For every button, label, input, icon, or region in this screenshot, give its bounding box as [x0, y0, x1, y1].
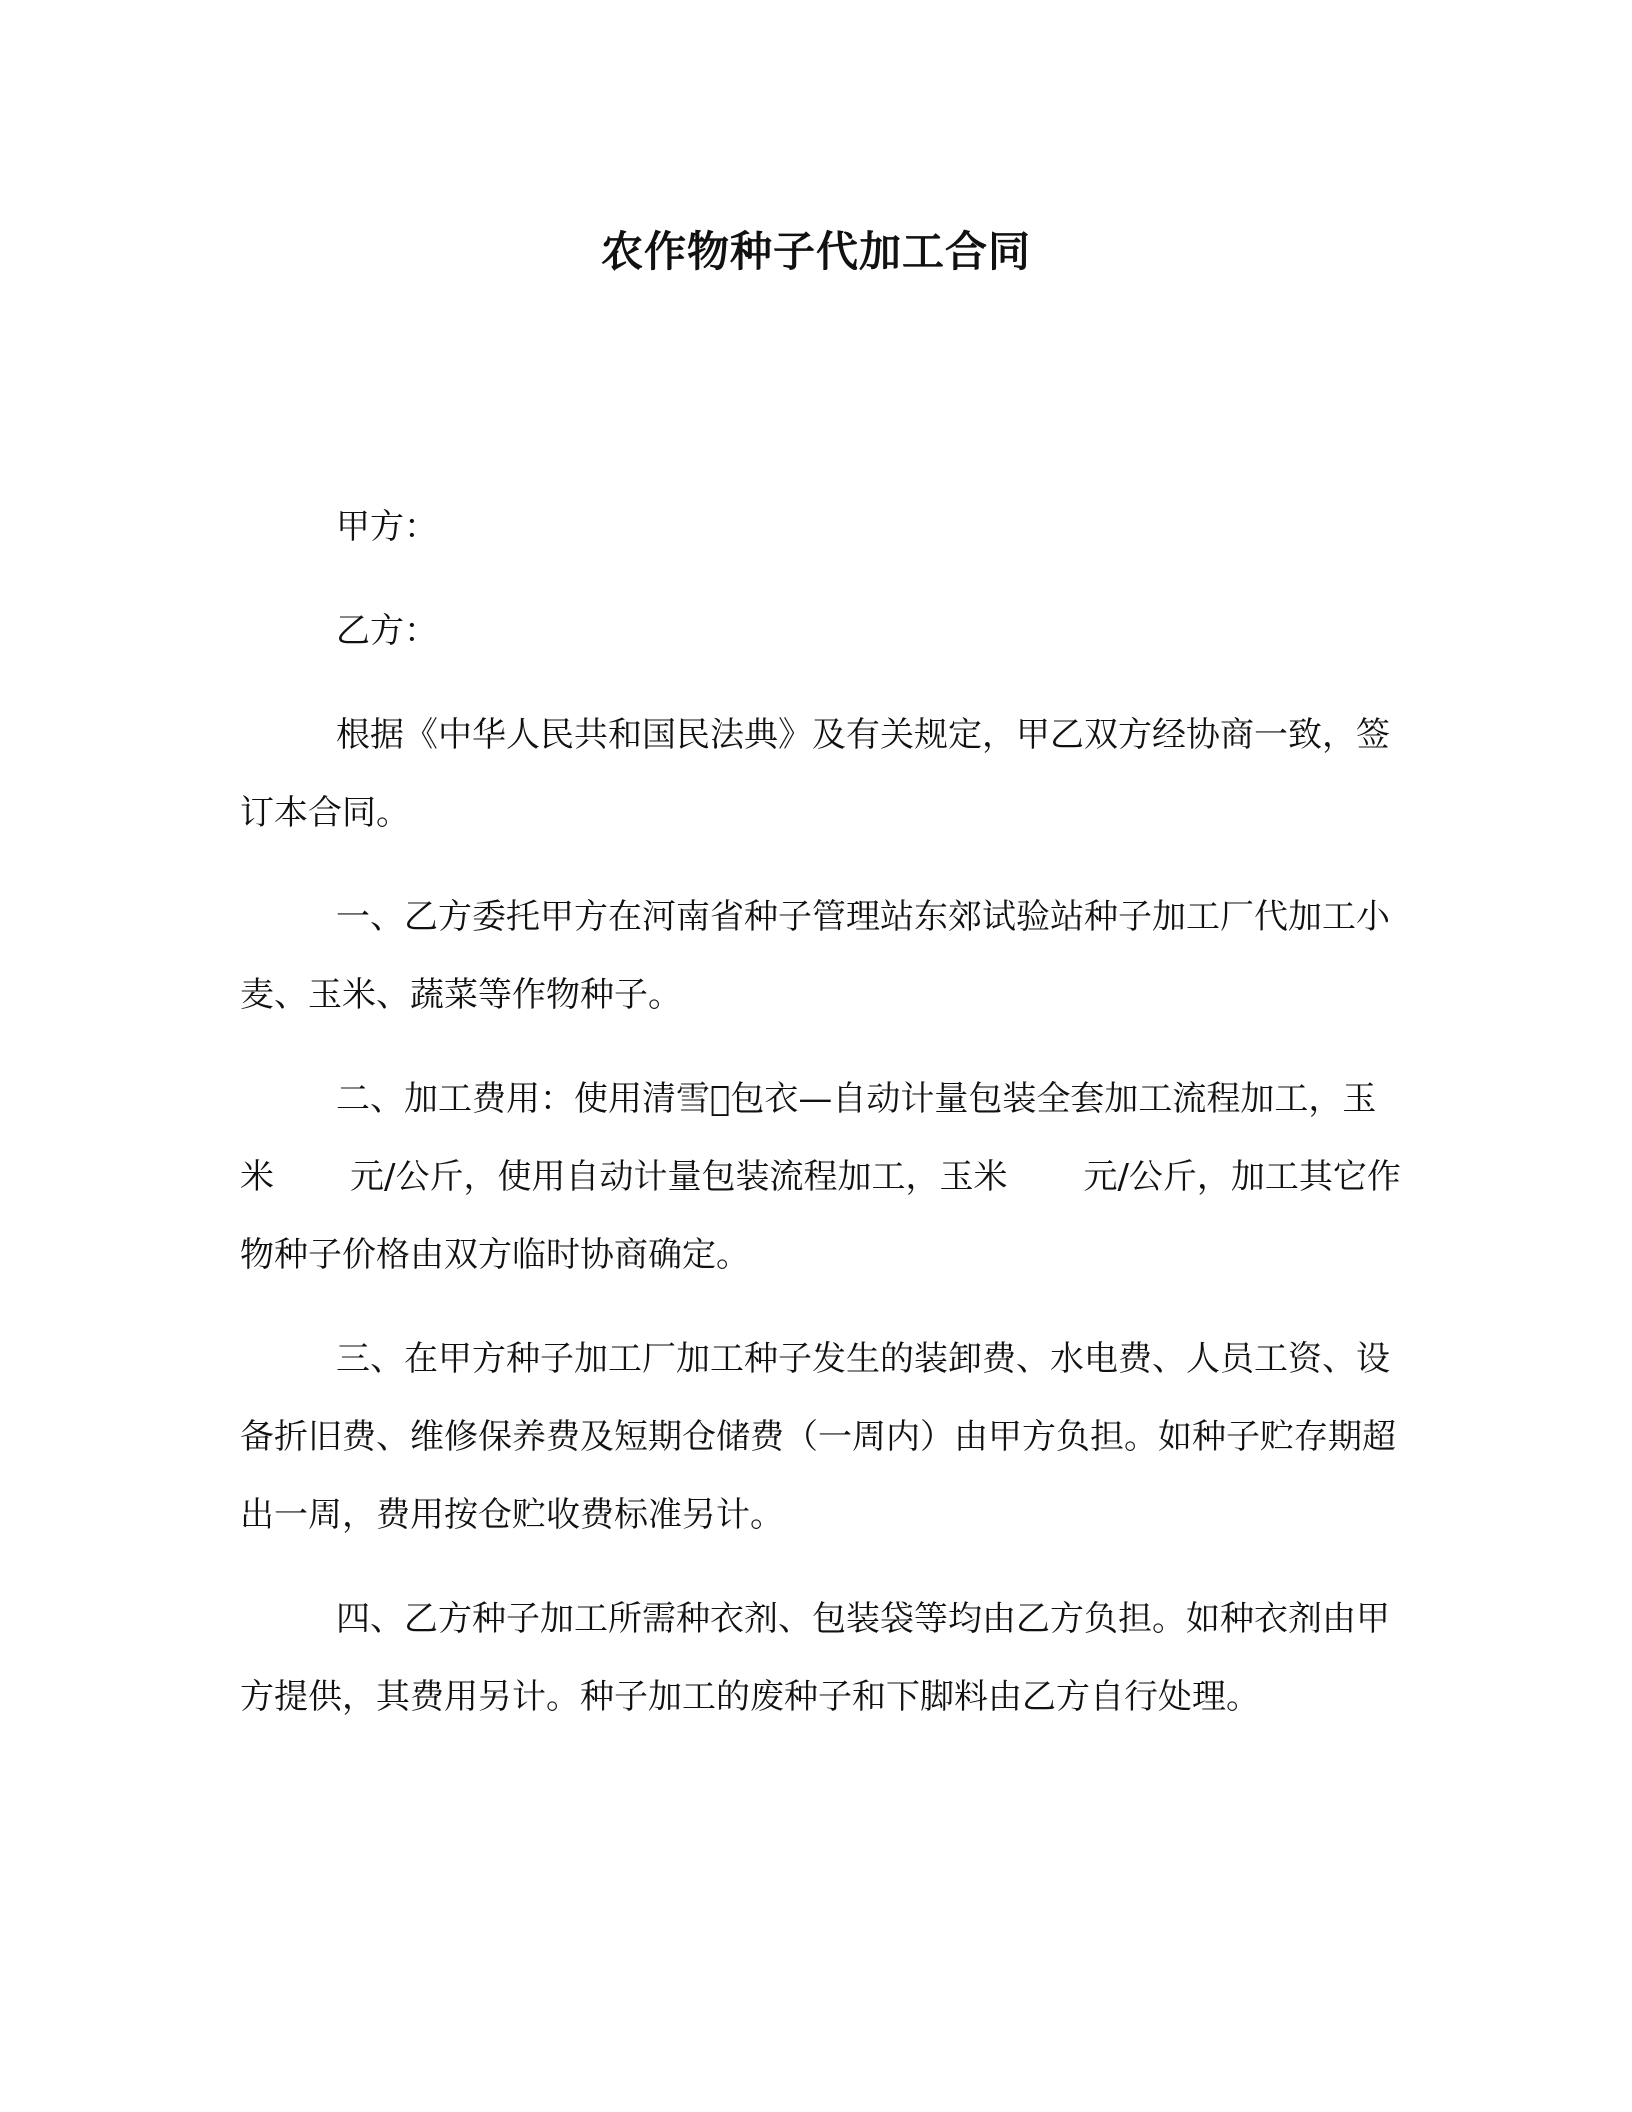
clause-1-paragraph: 一、乙方委托甲方在河南省种子管理站东郊试验站种子加工厂代加工小麦、玉米、蔬菜等作物种子。: [240, 897, 1390, 1015]
clause-2-text-1: 二、加工费用：使用清雪 包衣—自动计量包装全套加工流程加工，玉米: [240, 1079, 1377, 1197]
document-body: [240, 488, 1410, 1762]
clause-4-paragraph: 四、乙方种子加工所需种衣剂、包装袋等均由乙方负担。如种衣剂由甲方提供，其费用另计。种子加工的废种子和下脚料由乙方自行处理。: [240, 1599, 1390, 1717]
clause-2-paragraph: [240, 1060, 1410, 1294]
clause-2-text-2: 元/公斤，使用自动计量包装流程加工，玉米: [350, 1157, 1008, 1197]
party-a-line: 甲方：: [336, 507, 438, 547]
party-b-line: 乙方：: [336, 611, 438, 651]
clause-2-text-3: 元/公斤，加工其它作物种子价格由双方临时协商确定。: [240, 1157, 1401, 1275]
clause-3-paragraph: [240, 1320, 1410, 1554]
clause-3-text-2: 如种子贮存期超出一周，费用按仓贮收费标准另计。: [240, 1417, 1396, 1535]
document-title: 农作物种子代加工合同: [600, 227, 1031, 276]
clause-3-text-1: 三、在甲方种子加工厂加工种子发生的装卸费、水电费、人员工资、设备折旧费、维修保养费及短期仓储费（一周内）由甲方负担。: [240, 1339, 1390, 1457]
preamble-paragraph: 根据《中华人民共和国民法典》及有关规定，甲乙双方经协商一致，签订本合同。: [240, 715, 1390, 833]
